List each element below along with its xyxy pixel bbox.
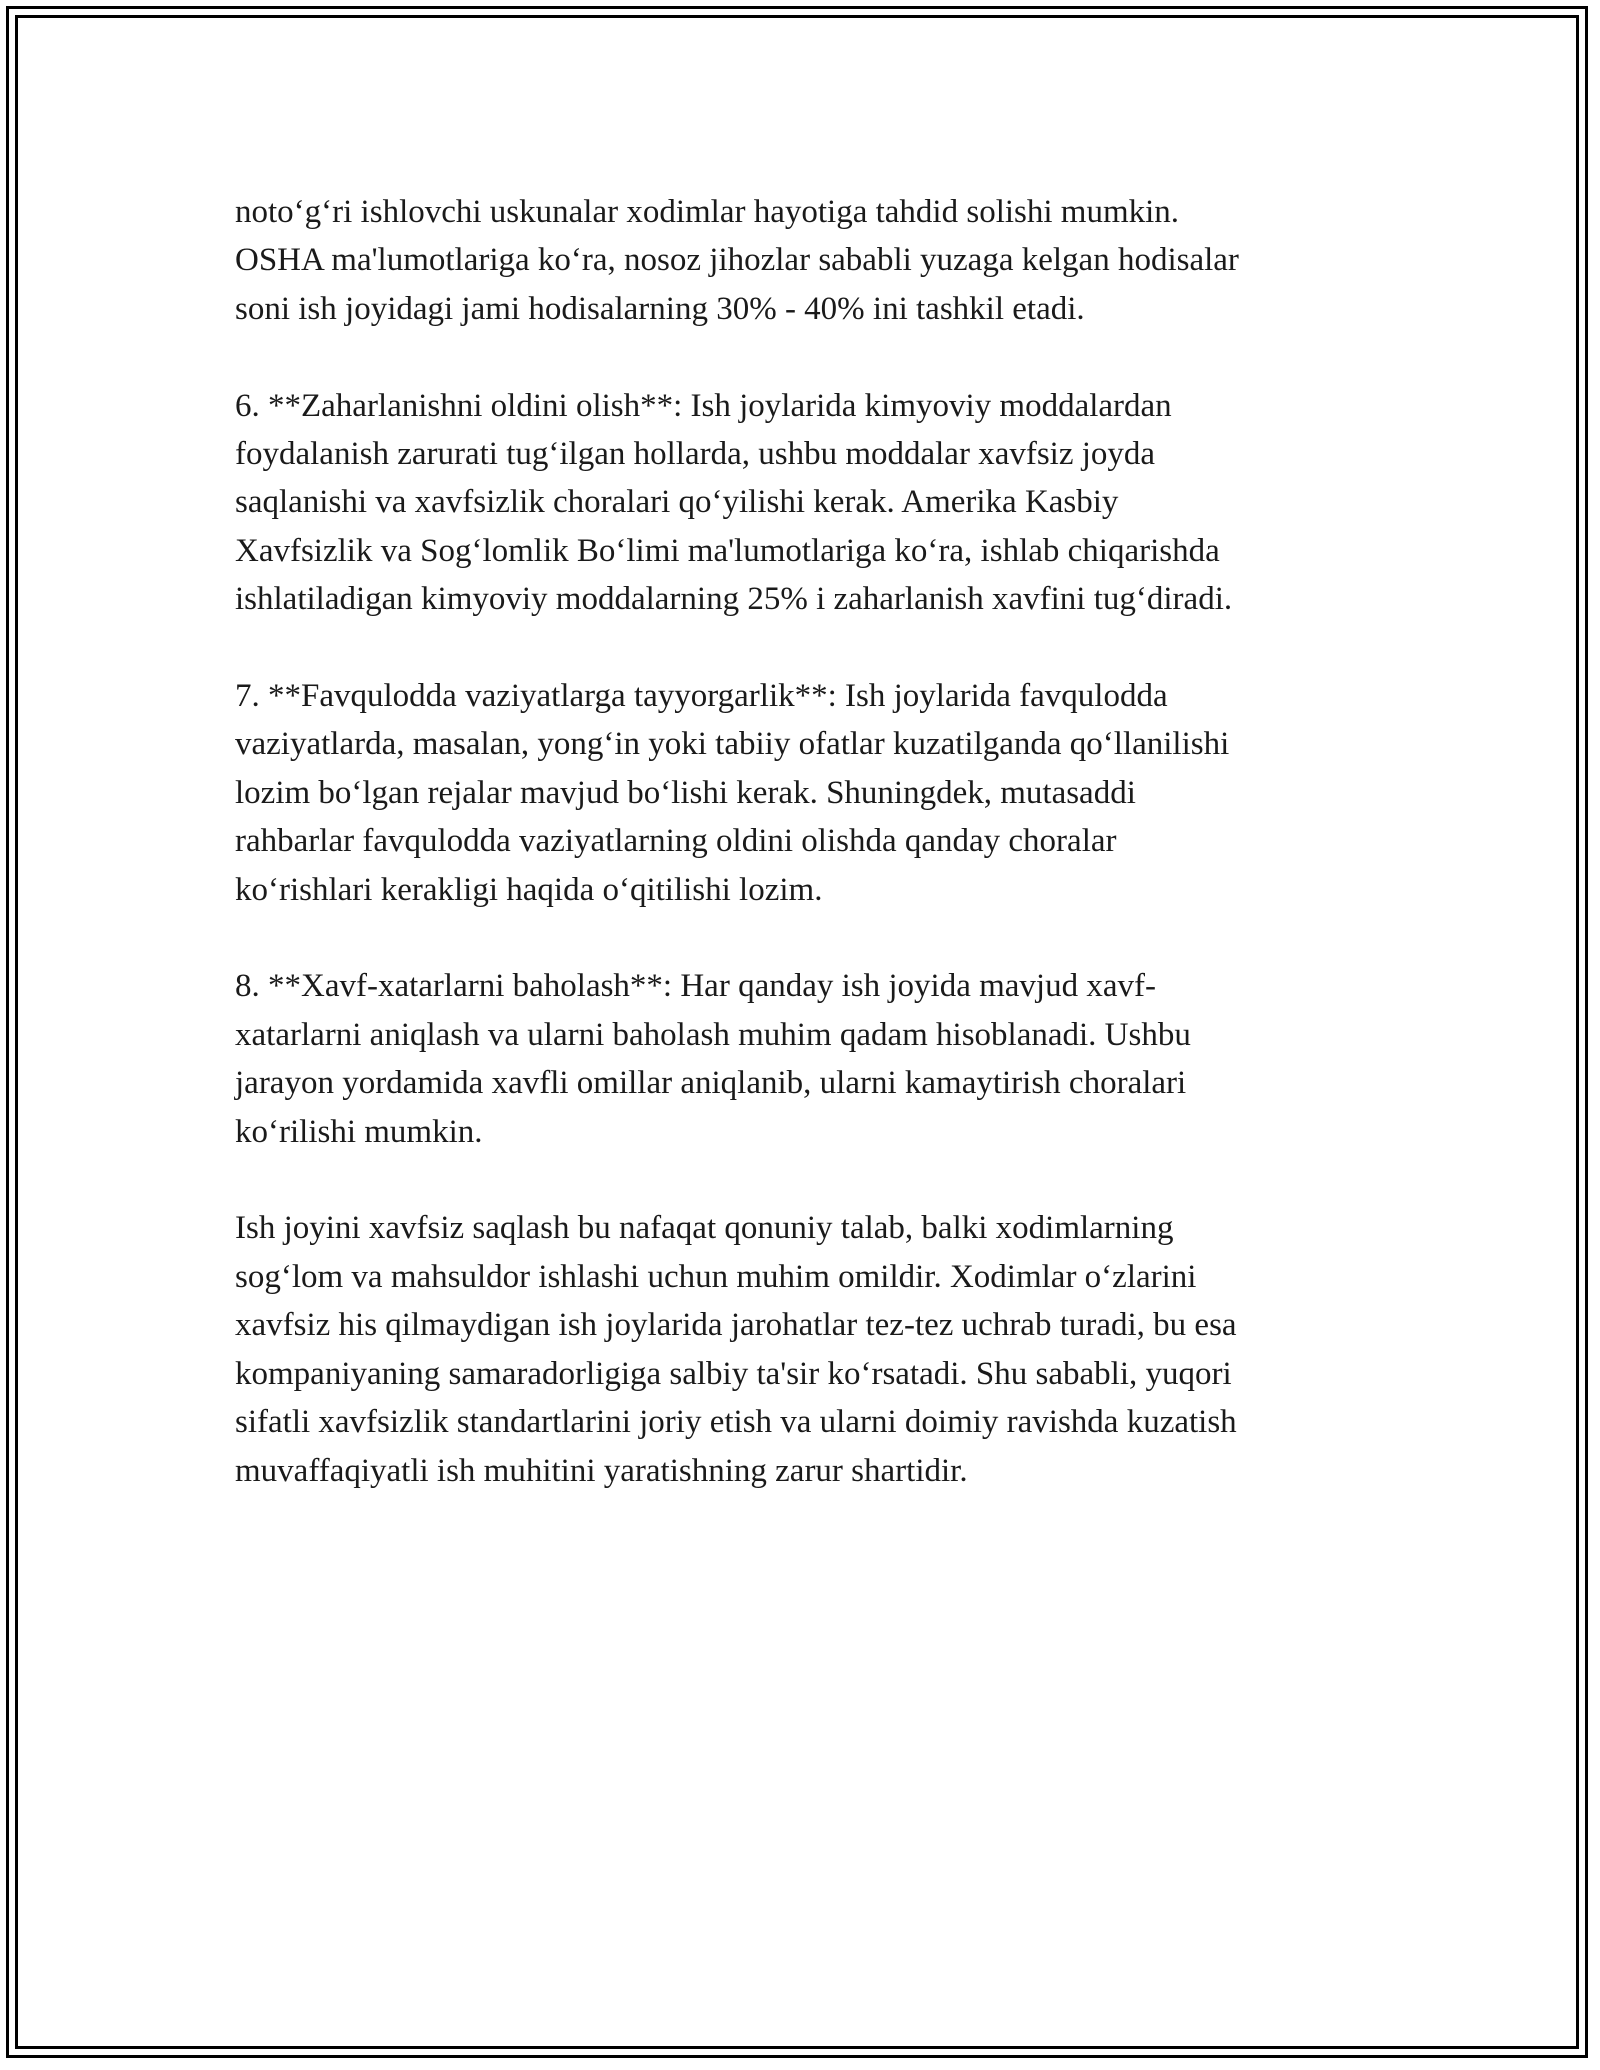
- paragraph-risk-assessment: [235, 962, 1365, 1156]
- document-body: [235, 188, 1365, 1543]
- text-line: rahbarlar favqulodda vaziyatlarning oldini olishda qanday choralar: [235, 823, 1117, 860]
- paragraph-poisoning-prevention: [235, 382, 1365, 624]
- text-line: OSHA ma'lumotlariga ko‘ra, nosoz jihozlar sababli yuzaga kelgan hodisalar: [235, 242, 1239, 279]
- text-line: soni ish joyidagi jami hodisalarning 30% - 40% ini tashkil etadi.: [235, 290, 1085, 327]
- text-line: kompaniyaning samaradorligiga salbiy ta'sir ko‘rsatadi. Shu sababli, yuqori: [235, 1355, 1232, 1392]
- text-line: sifatli xavfsizlik standartlarini joriy etish va ularni doimiy ravishda kuzatish: [235, 1404, 1237, 1441]
- text-line: muvaffaqiyatli ish muhitini yaratishning zarur shartidir.: [235, 1452, 968, 1489]
- text-line: 6. **Zaharlanishni oldini olish**: Ish joylarida kimyoviy moddalardan: [235, 387, 1172, 424]
- text-line: foydalanish zarurati tug‘ilgan hollarda, ushbu moddalar xavfsiz joyda: [235, 436, 1156, 473]
- text-line: sog‘lom va mahsuldor ishlashi uchun muhim omildir. Xodimlar o‘zlarini: [235, 1258, 1197, 1295]
- text-line: jarayon yordamida xavfli omillar aniqlanib, ularni kamaytirish choralari: [235, 1065, 1187, 1102]
- paragraph-conclusion: [235, 1204, 1365, 1494]
- text-line: saqlanishi va xavfsizlik choralari qo‘yilishi kerak. Amerika Kasbiy: [235, 484, 1119, 521]
- text-line: xatarlarni aniqlash va ularni baholash muhim qadam hisoblanadi. Ushbu: [235, 1016, 1191, 1053]
- text-line: Ish joyini xavfsiz saqlash bu nafaqat qonuniy talab, balki xodimlarning: [235, 1210, 1174, 1247]
- text-line: lozim bo‘lgan rejalar mavjud bo‘lishi kerak. Shuningdek, mutasaddi: [235, 774, 1136, 811]
- paragraph-emergency-preparedness: [235, 672, 1365, 914]
- text-line: ko‘rishlari kerakligi haqida o‘qitilishi lozim.: [235, 871, 823, 908]
- text-line: 8. **Xavf-xatarlarni baholash**: Har qanday ish joyida mavjud xavf-: [235, 968, 1156, 1005]
- text-line: ko‘rilishi mumkin.: [235, 1113, 483, 1150]
- text-line: noto‘g‘ri ishlovchi uskunalar xodimlar hayotiga tahdid solishi mumkin.: [235, 194, 1180, 230]
- text-line: Xavfsizlik va Sog‘lomlik Bo‘limi ma'lumotlariga ko‘ra, ishlab chiqarishda: [235, 532, 1220, 569]
- paragraph-equipment-hazards: [235, 188, 1365, 333]
- text-line: 7. **Favqulodda vaziyatlarga tayyorgarlik**: Ish joylarida favqulodda: [235, 678, 1168, 715]
- text-line: ishlatiladigan kimyoviy moddalarning 25% i zaharlanish xavfini tug‘diradi.: [235, 581, 1233, 618]
- text-line: xavfsiz his qilmaydigan ish joylarida jarohatlar tez-tez uchrab turadi, bu esa: [235, 1307, 1237, 1344]
- text-line: vaziyatlarda, masalan, yong‘in yoki tabiiy ofatlar kuzatilganda qo‘llanilishi: [235, 726, 1230, 763]
